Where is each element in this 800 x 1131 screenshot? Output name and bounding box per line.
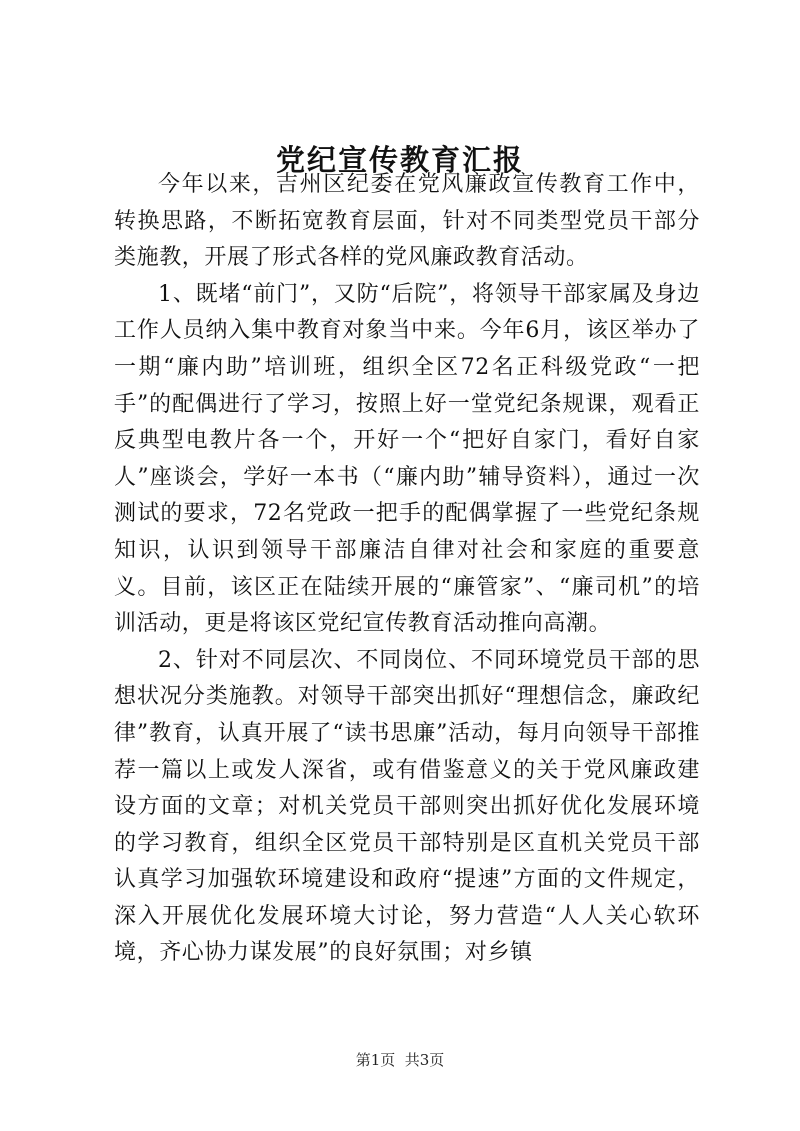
paragraph-2: 2、针对不同层次、不同岗位、不同环境党员干部的思想状况分类施教。对领导干部突出抓好“理想信念，廉政纪律”教育，认真开展了“读书思廉”活动，每月向领导干部推荐一篇以上或发人深省，或有借鉴意义的关于党风廉政建设方面的文章；对机关党员干部则突出抓好优化发展环境的学习教育，组织全区党员干部特别是区直机关党员干部认真学习加强软环境建设和政府“提速”方面的文件规定，深入开展优化发展环境大讨论，努力营造“人人关心软环境，齐心协力谋发展”的良好氛围；对乡镇 xyxy=(114,647,700,966)
page-number: 第1页 共3页 xyxy=(355,1051,445,1069)
paragraph-1: 1、既堵“前门”，又防“后院”，将领导干部家属及身边工作人员纳入集中教育对象当中来。今年6月，该区举办了一期“廉内助”培训班，组织全区72名正科级党政“一把手”的配偶进行了学习，按照上好一堂党纪条规课，观看正反典型电教片各一个，开好一个“把好自家门，看好自家人”座谈会，学好一本书（“廉内助”辅导资料），通过一次测试的要求，72名党政一把手的配偶掌握了一些党纪条规知识，认识到领导干部廉洁自律对社会和家庭的重要意义。目前，该区正在陆续开展的“廉管家”、“廉司机”的培训活动，更是将该区党纪宣传教育活动推向高潮。 xyxy=(114,281,700,637)
page-footer xyxy=(0,1050,800,1070)
document-body xyxy=(114,167,700,972)
paragraph-intro: 今年以来，吉州区纪委在党风廉政宣传教育工作中，转换思路，不断拓宽教育层面，针对不同类型党员干部分类施教，开展了形式各样的党风廉政教育活动。 xyxy=(114,172,700,271)
document-title: 党纪宣传教育汇报 xyxy=(275,143,524,177)
